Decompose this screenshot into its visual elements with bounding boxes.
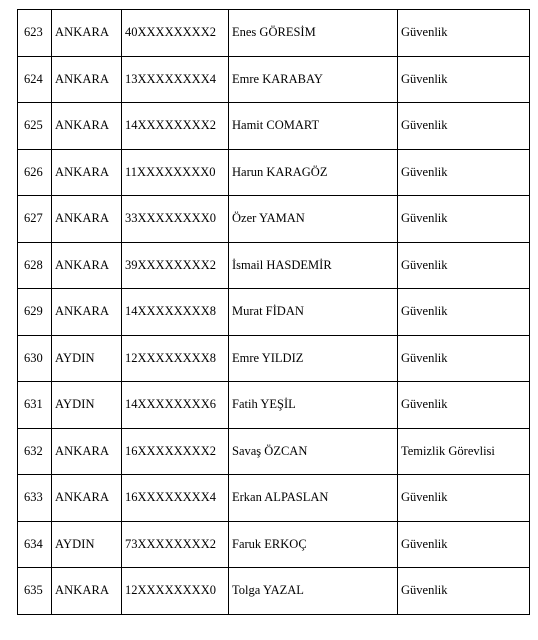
full-name-cell: Enes GÖRESİM — [229, 10, 398, 57]
table-row — [18, 10, 530, 57]
full-name-cell: Özer YAMAN — [229, 196, 398, 243]
position-cell: Temizlik Görevlisi — [398, 428, 530, 475]
city-cell: ANKARA — [52, 568, 122, 615]
table-row — [18, 103, 530, 150]
position-cell: Güvenlik — [398, 335, 530, 382]
id-number-cell: 14XXXXXXXX2 — [122, 103, 229, 150]
position-cell: Güvenlik — [398, 382, 530, 429]
city-cell: ANKARA — [52, 149, 122, 196]
row-number-cell: 632 — [18, 428, 52, 475]
personnel-table — [17, 9, 530, 615]
row-number-cell: 627 — [18, 196, 52, 243]
id-number-cell: 14XXXXXXXX8 — [122, 289, 229, 336]
city-cell: ANKARA — [52, 10, 122, 57]
table-row — [18, 149, 530, 196]
id-number-cell: 16XXXXXXXX4 — [122, 475, 229, 522]
row-number-cell: 629 — [18, 289, 52, 336]
full-name-cell: Erkan ALPASLAN — [229, 475, 398, 522]
full-name-cell: Tolga YAZAL — [229, 568, 398, 615]
row-number-cell: 630 — [18, 335, 52, 382]
id-number-cell: 12XXXXXXXX8 — [122, 335, 229, 382]
table-row — [18, 475, 530, 522]
position-cell: Güvenlik — [398, 10, 530, 57]
id-number-cell: 33XXXXXXXX0 — [122, 196, 229, 243]
position-cell: Güvenlik — [398, 103, 530, 150]
id-number-cell: 13XXXXXXXX4 — [122, 56, 229, 103]
full-name-cell: Savaş ÖZCAN — [229, 428, 398, 475]
city-cell: ANKARA — [52, 428, 122, 475]
table-row — [18, 428, 530, 475]
table-body — [18, 10, 530, 615]
full-name-cell: Hamit COMART — [229, 103, 398, 150]
full-name-cell: Emre KARABAY — [229, 56, 398, 103]
city-cell: AYDIN — [52, 521, 122, 568]
table-row — [18, 382, 530, 429]
city-cell: ANKARA — [52, 475, 122, 522]
position-cell: Güvenlik — [398, 196, 530, 243]
position-cell: Güvenlik — [398, 242, 530, 289]
city-cell: ANKARA — [52, 289, 122, 336]
full-name-cell: Faruk ERKOÇ — [229, 521, 398, 568]
row-number-cell: 631 — [18, 382, 52, 429]
id-number-cell: 39XXXXXXXX2 — [122, 242, 229, 289]
row-number-cell: 628 — [18, 242, 52, 289]
id-number-cell: 73XXXXXXXX2 — [122, 521, 229, 568]
row-number-cell: 624 — [18, 56, 52, 103]
table-row — [18, 289, 530, 336]
id-number-cell: 16XXXXXXXX2 — [122, 428, 229, 475]
table-row — [18, 568, 530, 615]
id-number-cell: 40XXXXXXXX2 — [122, 10, 229, 57]
table-row — [18, 521, 530, 568]
position-cell: Güvenlik — [398, 475, 530, 522]
full-name-cell: Murat FİDAN — [229, 289, 398, 336]
full-name-cell: Fatih YEŞİL — [229, 382, 398, 429]
id-number-cell: 11XXXXXXXX0 — [122, 149, 229, 196]
city-cell: AYDIN — [52, 335, 122, 382]
city-cell: ANKARA — [52, 103, 122, 150]
personnel-table-container — [17, 9, 529, 615]
row-number-cell: 623 — [18, 10, 52, 57]
position-cell: Güvenlik — [398, 568, 530, 615]
table-row — [18, 335, 530, 382]
position-cell: Güvenlik — [398, 521, 530, 568]
city-cell: ANKARA — [52, 56, 122, 103]
full-name-cell: İsmail HASDEMİR — [229, 242, 398, 289]
table-row — [18, 242, 530, 289]
position-cell: Güvenlik — [398, 149, 530, 196]
id-number-cell: 12XXXXXXXX0 — [122, 568, 229, 615]
city-cell: AYDIN — [52, 382, 122, 429]
position-cell: Güvenlik — [398, 289, 530, 336]
city-cell: ANKARA — [52, 242, 122, 289]
table-row — [18, 56, 530, 103]
position-cell: Güvenlik — [398, 56, 530, 103]
row-number-cell: 633 — [18, 475, 52, 522]
row-number-cell: 625 — [18, 103, 52, 150]
id-number-cell: 14XXXXXXXX6 — [122, 382, 229, 429]
row-number-cell: 634 — [18, 521, 52, 568]
row-number-cell: 626 — [18, 149, 52, 196]
row-number-cell: 635 — [18, 568, 52, 615]
table-row — [18, 196, 530, 243]
full-name-cell: Emre YILDIZ — [229, 335, 398, 382]
city-cell: ANKARA — [52, 196, 122, 243]
full-name-cell: Harun KARAGÖZ — [229, 149, 398, 196]
